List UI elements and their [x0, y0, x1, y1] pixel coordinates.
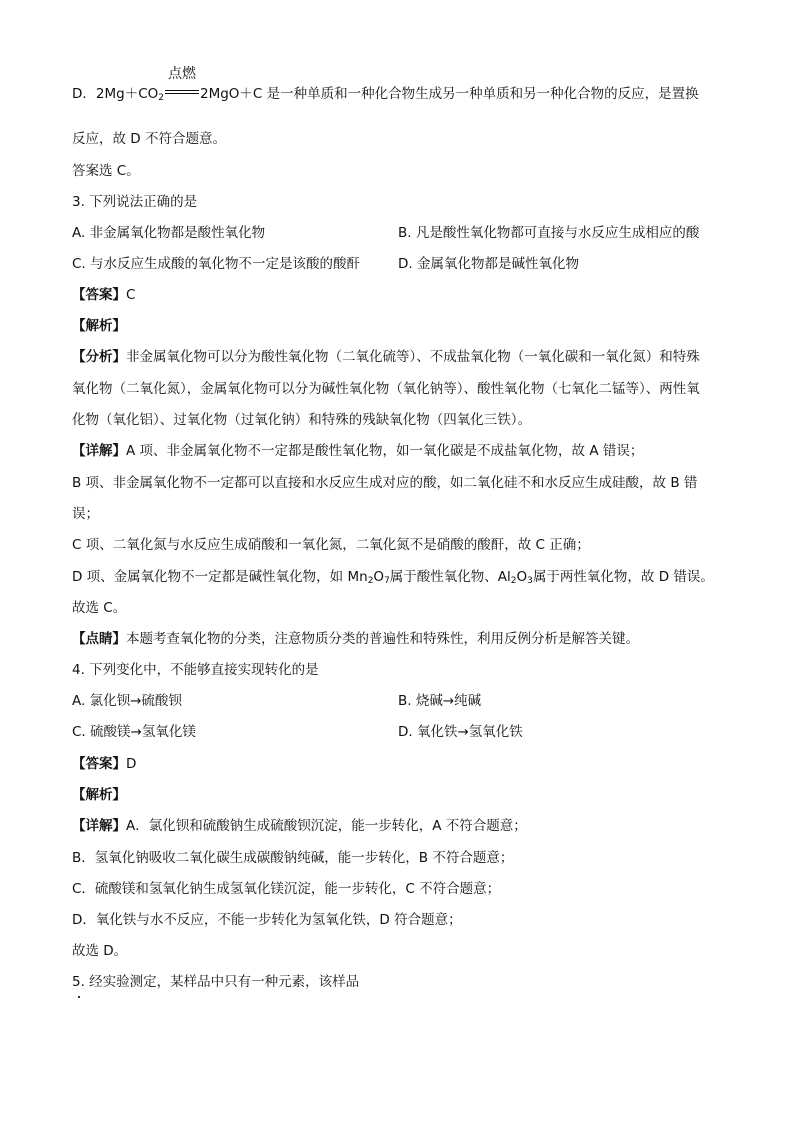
option-d-equation-line: [72, 66, 699, 108]
q3-xiangjie-line-5: [72, 567, 714, 591]
q4-option-c: C. 硫酸镁→氢氧化镁: [72, 724, 196, 740]
q3-fenxi-line-2: 氧化物（二氧化氮），金属氧化物可以分为碱性氧化物（氧化钠等）、酸性氧化物（七氧化二锰等）、两性氧: [72, 381, 700, 397]
q4-xiangjie-line-2: B．氢氧化钠吸收二氧化碳生成碳酸钠纯碱，能一步转化，B 不符合题意；: [72, 850, 514, 866]
q4-option-a: A. 氯化钡→硫酸钡: [72, 693, 182, 709]
q4-option-b: B. 烧碱→纯碱: [398, 693, 482, 709]
q4-xiangjie-line-3: C．硫酸镁和氢氧化钠生成氢氧化镁沉淀，能一步转化，C 不符合题意；: [72, 881, 501, 897]
q3-analysis-tag: 【解析】: [72, 318, 126, 334]
q3-fenxi-line-1: [72, 347, 700, 367]
q4-analysis-tag: 【解析】: [72, 787, 126, 803]
mn2o7-sub-2: 2: [367, 576, 374, 586]
question-5-stem: 5. 经实验测定，某样品中只有一种元素，该样品: [72, 974, 360, 990]
xj5-part-b: O: [373, 569, 385, 585]
reaction-condition-arrow: [165, 66, 199, 104]
xiangjie-tag: 【详解】: [72, 443, 126, 459]
q4-option-d: D. 氧化铁→氢氧化铁: [398, 724, 523, 740]
q3-xiangjie-line-2: B 项、非金属氧化物不一定都可以直接和水反应生成对应的酸，如二氧化硅不和水反应生成硅酸，故 B 错: [72, 475, 698, 491]
answer-tag: 【答案】: [72, 287, 126, 303]
answer-value: D: [126, 756, 137, 772]
fenxi-text-1: 非金属氧化物可以分为酸性氧化物（二氧化硫等）、不成盐氧化物（一氧化碳和一氧化氮）和特殊: [126, 349, 700, 365]
q4-choose: 故选 D。: [72, 943, 128, 959]
xiangjie-text-1: A 项、非金属氧化物不一定都是酸性氧化物，如一氧化碳是不成盐氧化物，故 A 错误；: [126, 443, 644, 459]
fenxi-tag: 【分析】: [72, 349, 126, 365]
stray-dot: [78, 996, 80, 998]
q3-answer-line: [72, 285, 135, 305]
xj5-part-c: 属于酸性氧化物、Al: [389, 569, 511, 585]
q4-xiangjie-line-4: D．氧化铁与水不反应，不能一步转化为氢氧化铁，D 符合题意；: [72, 912, 462, 928]
q3-xiangjie-line-4: C 项、二氧化氮与水反应生成硝酸和一氧化氮，二氧化氮不是硝酸的酸酐，故 C 正确；: [72, 537, 590, 553]
q4-answer-line: [72, 754, 136, 774]
q3-fenxi-line-3: 化物（氧化铝）、过氧化物（过氧化钠）和特殊的残缺氧化物（四氧化三铁）。: [72, 412, 531, 428]
answer-tag: 【答案】: [72, 756, 126, 772]
q3-option-a: A. 非金属氧化物都是酸性氧化物: [72, 225, 266, 241]
q4-xiangjie-line-1: [72, 816, 527, 836]
q3-dianjing-line: [72, 629, 639, 649]
xj5-part-d: O: [516, 569, 528, 585]
q3-choose: 故选 C。: [72, 600, 127, 616]
option-d-continuation: 反应，故 D 不符合题意。: [72, 131, 226, 147]
reaction-condition: 点燃: [168, 66, 196, 82]
al2o3-sub-2: 2: [510, 576, 517, 586]
equation-right-text: 2MgO＋C 是一种单质和一种化合物生成另一种单质和另一种化合物的反应，是置换: [200, 86, 699, 102]
q3-option-c: C. 与水反应生成酸的氧化物不一定是该酸的酸酐: [72, 256, 361, 272]
al2o3-sub-3: 3: [527, 576, 533, 586]
xiangjie-tag: 【详解】: [72, 818, 126, 834]
dianjing-text: 本题考查氧化物的分类，注意物质分类的普遍性和特殊性，利用反例分析是解答关键。: [126, 631, 639, 647]
question-4-stem: 4. 下列变化中，不能够直接实现转化的是: [72, 662, 319, 678]
xiangjie-text-1: A．氯化钡和硫酸钠生成硫酸钡沉淀，能一步转化，A 不符合题意；: [126, 818, 527, 834]
mn2o7-sub-7: 7: [384, 576, 390, 586]
question-3-stem: 3. 下列说法正确的是: [72, 194, 198, 210]
q3-option-d: D. 金属氧化物都是碱性氧化物: [398, 256, 579, 272]
q3-xiangjie-line-1: [72, 441, 643, 461]
answer-value: C: [126, 287, 136, 303]
q3-xiangjie-line-3: 误；: [72, 506, 99, 522]
equation-left: D．2Mg＋CO: [72, 86, 159, 102]
prev-answer-statement: 答案选 C。: [72, 163, 140, 179]
dianjing-tag: 【点睛】: [72, 631, 126, 647]
co2-subscript: 2: [158, 93, 164, 103]
q3-option-b: B. 凡是酸性氧化物都可直接与水反应生成相应的酸: [398, 225, 700, 241]
xj5-part-e: 属于两性氧化物，故 D 错误。: [532, 569, 714, 585]
xj5-part-a: D 项、金属氧化物不一定都是碱性氧化物，如 Mn: [72, 569, 368, 585]
